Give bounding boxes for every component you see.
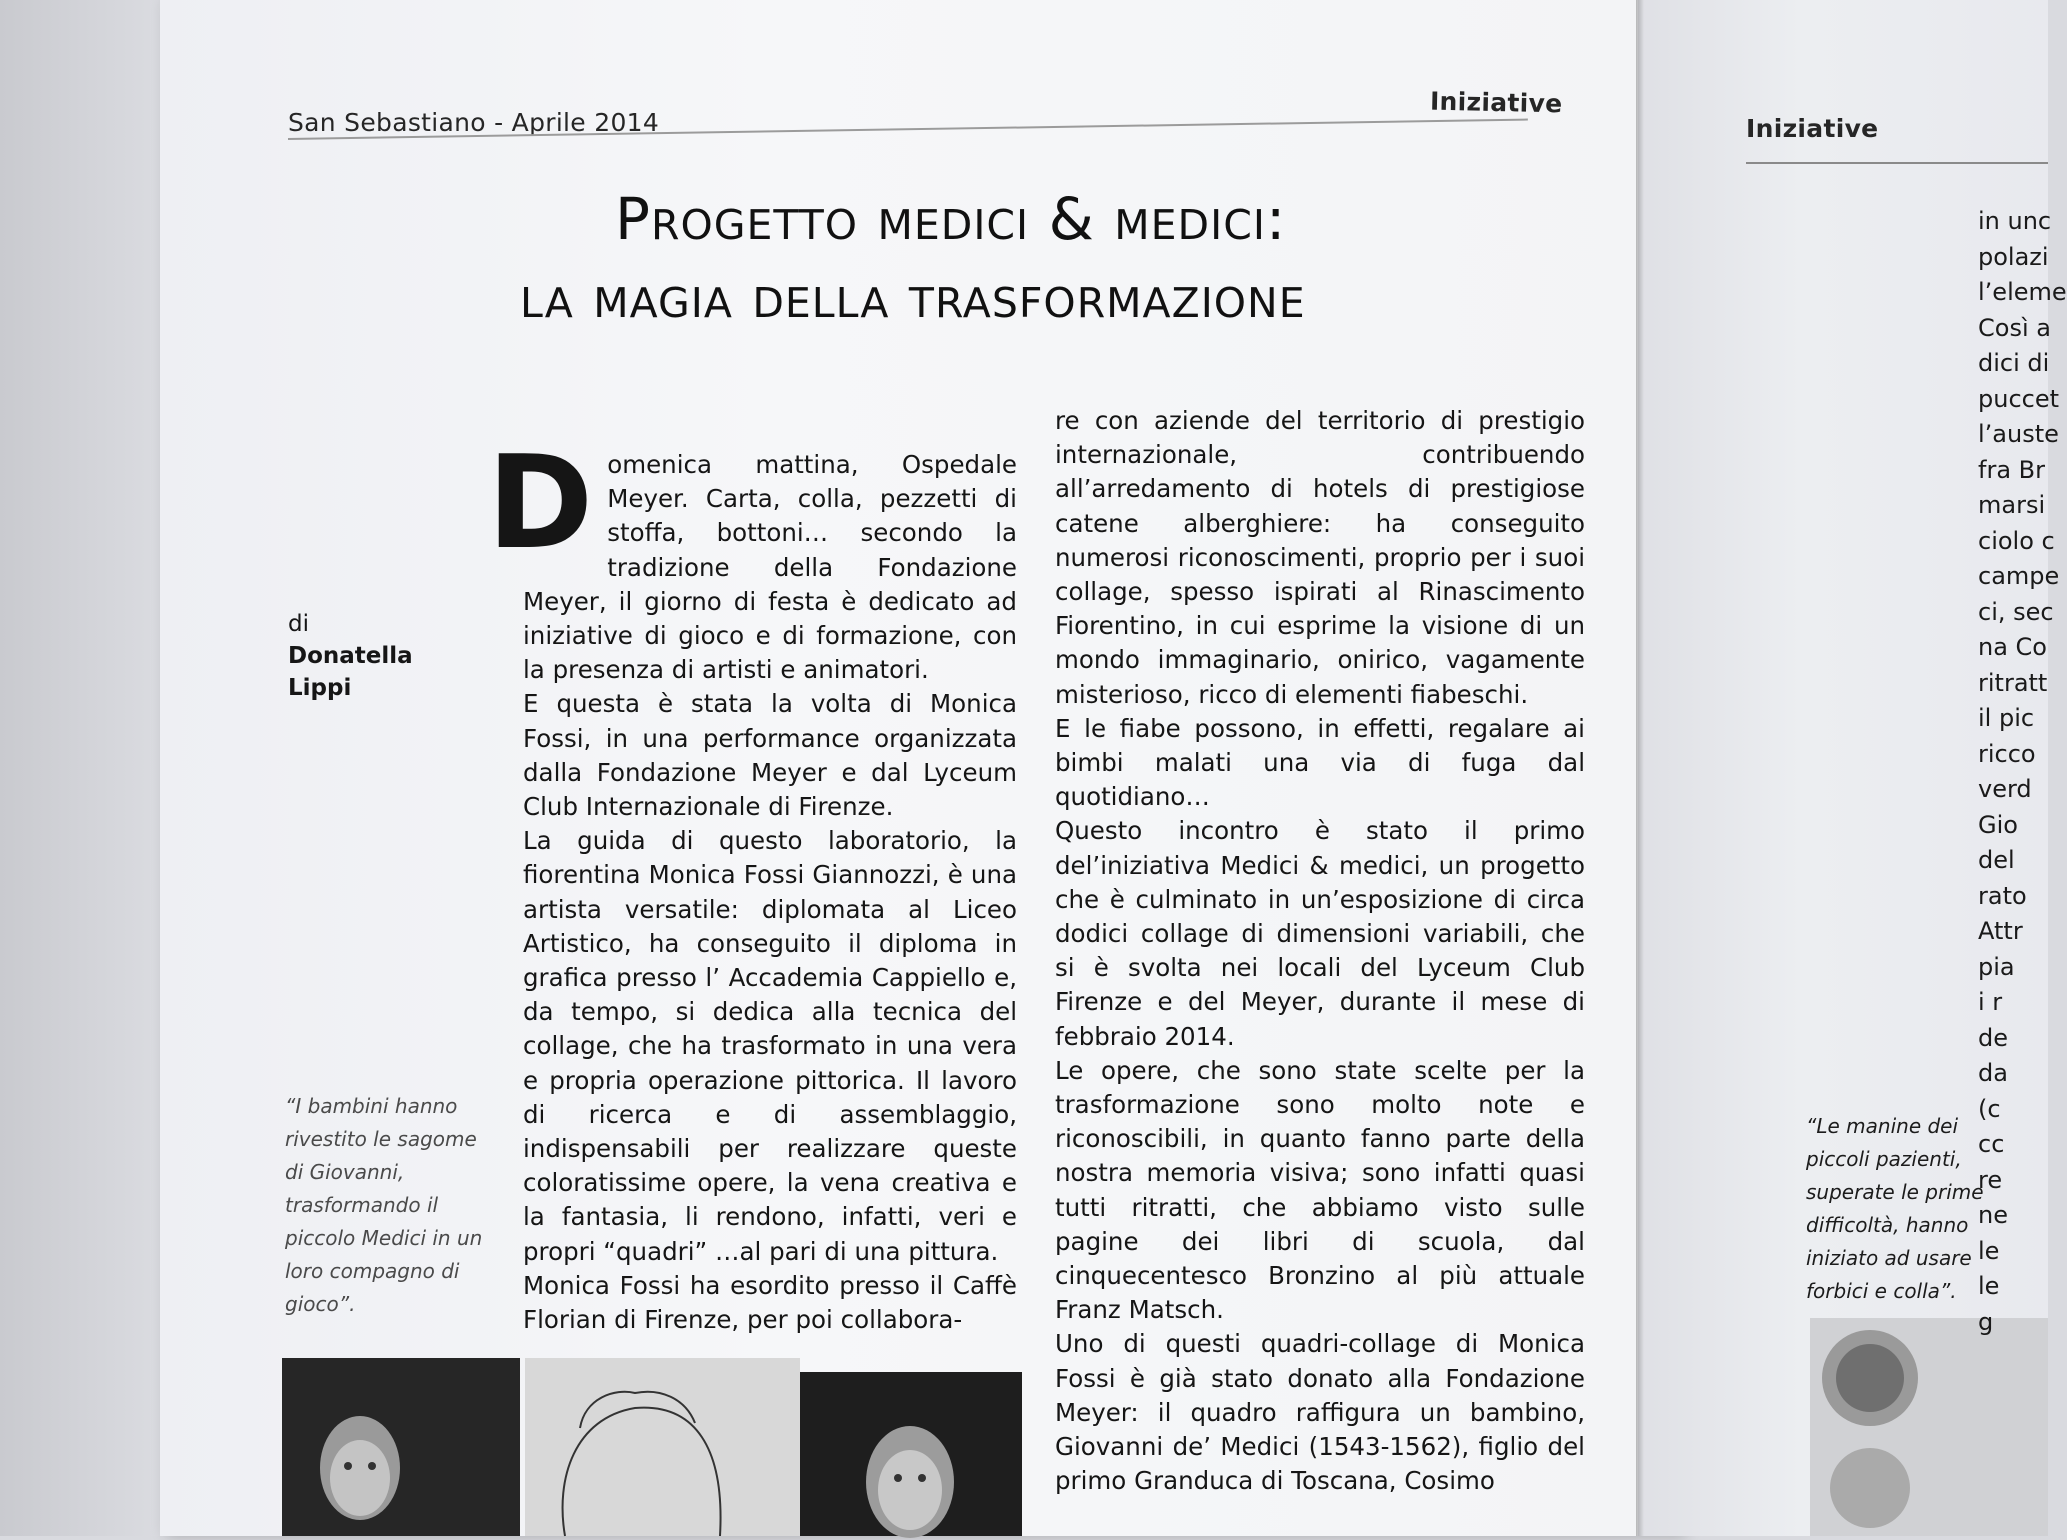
running-head-right: Iniziative <box>1429 86 1563 119</box>
next-page-line: ne <box>1978 1201 2008 1229</box>
paragraph: Le opere, che sono state scelte per la trasformazione sono molto note e riconoscibili, in quanto fanno parte della nostra memoria visiva; sono infatti quasi tutti ritratti, che abbiamo visto sulle pagine dei libri di scuola, dal cinquecentesco Bronzino al più attuale Franz Matsch. <box>1055 1055 1585 1325</box>
paragraph: E questa è stata la volta di Monica Fossi, in una performance organizzata dalla Fondazione Meyer e dal Lyceum Club Internazionale di Firenze. <box>523 689 1017 822</box>
next-page-line: fra Br <box>1978 455 2045 484</box>
backdrop <box>0 0 175 1536</box>
paragraph: re con aziende del territorio di prestigio internazionale, contribuendo all’arredamento di hotels di prestigiose catene alberghiere: ha conseguito numerosi riconoscimenti, proprio per i suoi collage, spesso ispirati al Rinascimento Fiorentino, in cui esprime la visione di un mondo immaginario, onirico, vagamente misterioso, ricco di elementi fiabeschi. <box>1055 406 1585 709</box>
next-page-line: g <box>1978 1307 1994 1336</box>
title-line-1: Progetto medici & medici: <box>615 185 1287 253</box>
next-page-rule <box>1746 162 2048 164</box>
next-page-line: le <box>1978 1236 2000 1265</box>
paragraph: Uno di questi quadri-collage di Monica Fossi è già stato donato alla Fondazione Meyer: il quadro raffigura un bambino, Giovanni de’ Medici (1543-1562), figlio del primo Granduca di Toscana, Cosimo <box>1055 1329 1585 1496</box>
next-page-line: le <box>1978 1272 2000 1300</box>
next-page-line: dici di <box>1978 349 2050 377</box>
title-line-2: la magia della trasformazione <box>520 263 1306 331</box>
next-page-line: ciolo c <box>1978 526 2055 555</box>
next-page-line: del <box>1978 846 2015 874</box>
running-head-left: San Sebastiano - Aprile 2014 <box>288 108 660 137</box>
next-page-line: (c <box>1978 1094 2001 1123</box>
next-page-line: re <box>1978 1165 2003 1194</box>
portrait-photo <box>282 1358 520 1536</box>
next-page-line: de <box>1978 1023 2008 1052</box>
outline-drawing <box>525 1358 800 1536</box>
next-page-line: l’auste <box>1978 420 2059 448</box>
next-page-section: Iniziative <box>1746 114 1879 143</box>
next-page-line: Gio <box>1978 810 2018 839</box>
next-page-line: na Co <box>1978 633 2047 661</box>
next-page-line: i r <box>1978 988 2003 1016</box>
pull-quote-right: “Le manine dei piccoli pazienti, superate le prime difficoltà, hanno iniziato ad usare forbici e colla”. <box>1806 1114 1984 1303</box>
byline-prefix: di <box>288 611 309 637</box>
paragraph: omenica mattina, Ospedale Meyer. Carta, colla, pezzetti di stoffa, bottoni… secondo la tradizione della Fondazione Meyer, il giorno di festa è dedicato ad iniziative di gioco e di formazione, con la presenza di artisti e animatori. <box>523 450 1017 685</box>
pull-quote-left: “I bambini hanno rivestito le sagome di Giovanni, trasformando il piccolo Medici in un loro compagno di gioco”. <box>285 1094 483 1316</box>
byline <box>288 608 413 704</box>
paragraph: E le fiabe possono, in effetti, regalare ai bimbi malati una via di fuga dal quotidiano… <box>1055 713 1585 812</box>
next-page-line: l’eleme <box>1978 278 2067 306</box>
paragraph: Questo incontro è stato il primo del’iniziativa Medici & medici, un progetto che è culminato in un’esposizione di circa dodici collage di dimensioni variabili, che si è svolta nei locali del Lyceum Club Firenze e del Meyer, durante il mese di febbraio 2014. <box>1055 816 1585 1051</box>
next-page-line: puccet <box>1978 384 2060 413</box>
article-column-1 <box>487 429 1017 1337</box>
page-fold-shadow <box>1636 0 1644 1536</box>
next-page-line: polazi <box>1978 242 2049 271</box>
article-column-2 <box>1055 404 1585 1499</box>
next-page-line: da <box>1978 1059 2008 1087</box>
next-page-line: verd <box>1978 775 2032 803</box>
author-first-name: Donatella <box>288 643 413 669</box>
paragraph: La guida di questo laboratorio, la fiorentina Monica Fossi Giannozzi, è una artista versatile: diplomata al Liceo Artistico, ha conseguito il diploma in grafica presso l’ Accademia Cappiello e, da tempo, si dedica alla tecnica del collage, che ha trasformato in una vera e propria operazione pittorica. Il lavoro di ricerca e di assemblaggio, indispensabili per realizzare queste coloratissime opere, la vena creativa e la fantasia, li rendono, infatti, veri e propri “quadri” …al pari di una pittura. <box>523 826 1017 1266</box>
next-page-line: in unc <box>1978 207 2052 235</box>
next-page-line: Così a <box>1978 313 2051 342</box>
article-title <box>520 180 1560 336</box>
next-page-line: pia <box>1978 952 2015 981</box>
next-page-line: ritratt <box>1978 668 2048 697</box>
next-page-line: ricco <box>1978 739 2036 768</box>
next-page-line: campe <box>1978 562 2060 590</box>
drop-cap: D <box>487 429 594 578</box>
author-last-name: Lippi <box>288 675 352 701</box>
next-page-line: cc <box>1978 1130 2005 1158</box>
next-page-line: Attr <box>1978 917 2023 945</box>
workshop-photo <box>1810 1318 2048 1536</box>
next-page-line: ci, sec <box>1978 597 2054 626</box>
next-page-text-fragments <box>1978 204 2067 1340</box>
next-page-line: rato <box>1978 881 2027 910</box>
next-page-line: marsi <box>1978 491 2046 519</box>
paragraph: Monica Fossi ha esordito presso il Caffè Florian di Firenze, per poi collabora- <box>523 1270 1017 1335</box>
collage-portrait-photo <box>800 1372 1022 1536</box>
next-page-line: il pic <box>1978 704 2035 732</box>
